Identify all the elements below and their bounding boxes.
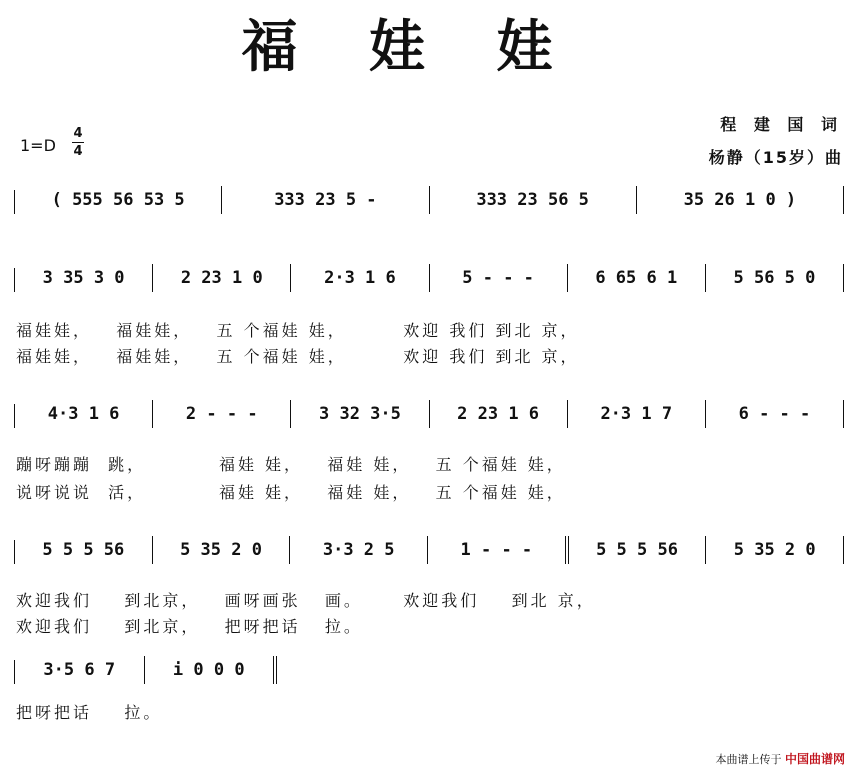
- lyric-line: 把呀把话 拉。: [16, 703, 163, 722]
- measure: 5 56 5 0: [706, 264, 844, 292]
- footer-text: 本曲谱上传于: [715, 753, 782, 766]
- notation-line-5: [14, 660, 277, 684]
- measure: 2 - - -: [153, 400, 291, 428]
- measure: 6 - - -: [706, 400, 844, 428]
- lyric-line: 说呀说说 活， 福娃 娃， 福娃 娃， 五 个福娃 娃，: [16, 483, 566, 502]
- notation-line-2: [14, 268, 844, 292]
- lyric-line: 欢迎我们 到北京， 把呀把话 拉。: [16, 617, 363, 636]
- lyric-line: 福娃娃， 福娃娃， 五 个福娃 娃， 欢迎 我们 到北 京，: [16, 321, 580, 340]
- measure: 3 32 3·5: [291, 400, 429, 428]
- measure: 5 5 5 56: [15, 536, 153, 564]
- measure: 2·3 1 7: [568, 400, 706, 428]
- measure: 5 35 2 0: [706, 536, 844, 564]
- key-signature: 1=D: [20, 136, 56, 155]
- measure: 3·5 6 7: [15, 656, 145, 684]
- measure: 333 23 5 -: [222, 186, 429, 214]
- measure-repeat: 1 - - -: [428, 536, 569, 564]
- measure: 35 26 1 0 ): [637, 186, 844, 214]
- lyric-line: 欢迎我们 到北京， 画呀画张 画。 欢迎我们 到北 京，: [16, 591, 596, 610]
- composer-credit: 杨静（15岁）曲: [708, 148, 843, 167]
- measure: 2 23 1 6: [430, 400, 568, 428]
- measure: 5 5 5 56: [569, 536, 707, 564]
- measure: 4·3 1 6: [15, 400, 153, 428]
- measure: 5 35 2 0: [153, 536, 291, 564]
- measure-final: i 0 0 0: [145, 656, 278, 684]
- measure: ( 555 56 53 5: [15, 186, 222, 214]
- meter-top: 4: [73, 126, 83, 141]
- lyricist-credit: 程 建 国 词: [720, 115, 843, 134]
- time-signature: [72, 126, 84, 159]
- notation-line-1: [14, 190, 844, 214]
- site-logo-text[interactable]: 中国曲谱网: [784, 752, 845, 766]
- measure: 2·3 1 6: [291, 264, 429, 292]
- measure: 5 - - -: [430, 264, 568, 292]
- notation-line-4: [14, 540, 844, 564]
- lyric-line: 蹦呀蹦蹦 跳， 福娃 娃， 福娃 娃， 五 个福娃 娃，: [16, 455, 566, 474]
- measure: 333 23 56 5: [430, 186, 637, 214]
- measure: 2 23 1 0: [153, 264, 291, 292]
- song-title: 福 娃 娃: [241, 14, 579, 80]
- measure: 3·3 2 5: [290, 536, 428, 564]
- notation-line-3: [14, 404, 844, 428]
- upload-footer: [715, 750, 845, 767]
- measure: 6 65 6 1: [568, 264, 706, 292]
- measure: 3 35 3 0: [15, 264, 153, 292]
- meter-bar: [72, 142, 84, 143]
- meter-bottom: 4: [73, 144, 83, 159]
- lyric-line: 福娃娃， 福娃娃， 五 个福娃 娃， 欢迎 我们 到北 京，: [16, 347, 580, 366]
